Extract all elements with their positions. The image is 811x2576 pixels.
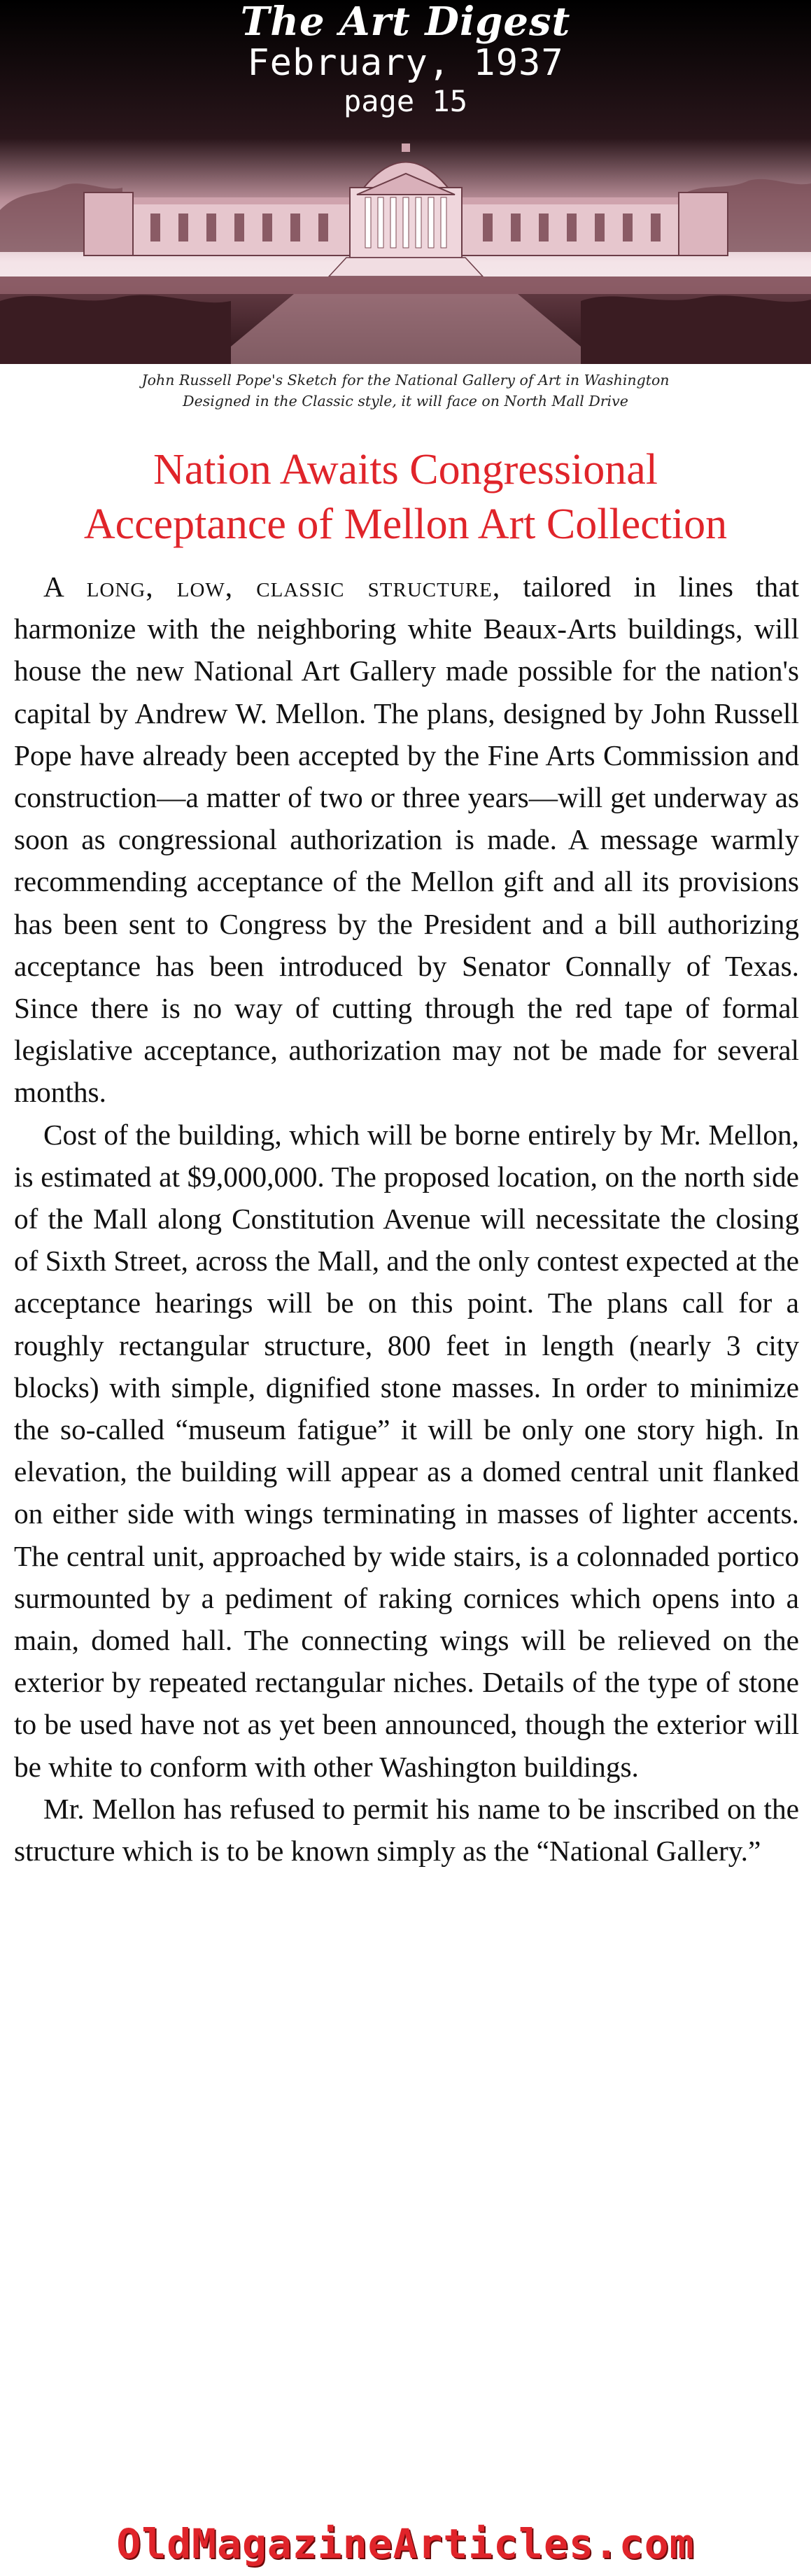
article-headline	[0, 442, 811, 552]
watermark-footer: OldMagazineArticles.com	[116, 2520, 695, 2568]
paragraph-1-text: tailored in lines that harmonize with the neighboring white Beaux-Arts buildings, will house the new National Art Gallery made possible for the nation's capital by Andrew W. Mellon. The plans, designed by John Russell Pope have already been accepted by the Fine Arts Commission and construction—a matter of two or three years—will get underway as soon as congressional authorization is made. A message warmly recommending acceptance of the Mellon gift and all its provisions has been sent to Congress by the President and a bill authorizing acceptance has been introduced by Senator Connally of Texas. Since there is no way of cutting through the red tape of formal legislative acceptance, authorization may not be made for several months.	[14, 570, 799, 1109]
paragraph-1	[14, 566, 799, 1114]
headline-line-1: Nation Awaits Congressional	[153, 446, 658, 493]
caption-line-2: Designed in the Classic style, it will face on North Mall Drive	[183, 393, 628, 410]
masthead	[0, 0, 811, 364]
caption-line-1: John Russell Pope's Sketch for the National Gallery of Art in Washington	[141, 372, 670, 388]
page-number: page 15	[343, 84, 467, 118]
article-body	[14, 566, 799, 1872]
paragraph-2: Cost of the building, which will be borne entirely by Mr. Mellon, is estimated at $9,000,000. The proposed location, on the north side of the Mall along Constitution Avenue will necessitate the closing of Sixth Street, across the Mall, and the only contest expected at the acceptance hearings will be on this point. The plans call for a roughly rectangular structure, 800 feet in length (nearly 3 city blocks) with simple, dignified stone masses. In order to minimize the so-called “museum fatigue” it will be only one story high. In elevation, the building will appear as a domed central unit flanked on either side with wings terminating in masses of lighter accents. The central unit, approached by wide stairs, is a colonnaded portico surmounted by a pediment of raking cornices which opens into a main, domed hall. The connecting wings will be relieved on the exterior by repeated rectangular niches. Details of the type of stone to be used have not as yet been announced, though the exterior will be white to conform with other Washington buildings.	[14, 1118, 799, 1783]
paragraph-3: Mr. Mellon has refused to permit his name to be inscribed on the structure which is to be known simply as the “National Gallery.”	[14, 1792, 799, 1868]
publication-title: The Art Digest	[240, 0, 571, 45]
issue-date: February, 1937	[247, 42, 564, 84]
headline-line-2: Acceptance of Mellon Art Collection	[83, 500, 728, 548]
image-caption	[0, 370, 811, 412]
lead-in: A long, low, classic structure,	[43, 570, 501, 603]
